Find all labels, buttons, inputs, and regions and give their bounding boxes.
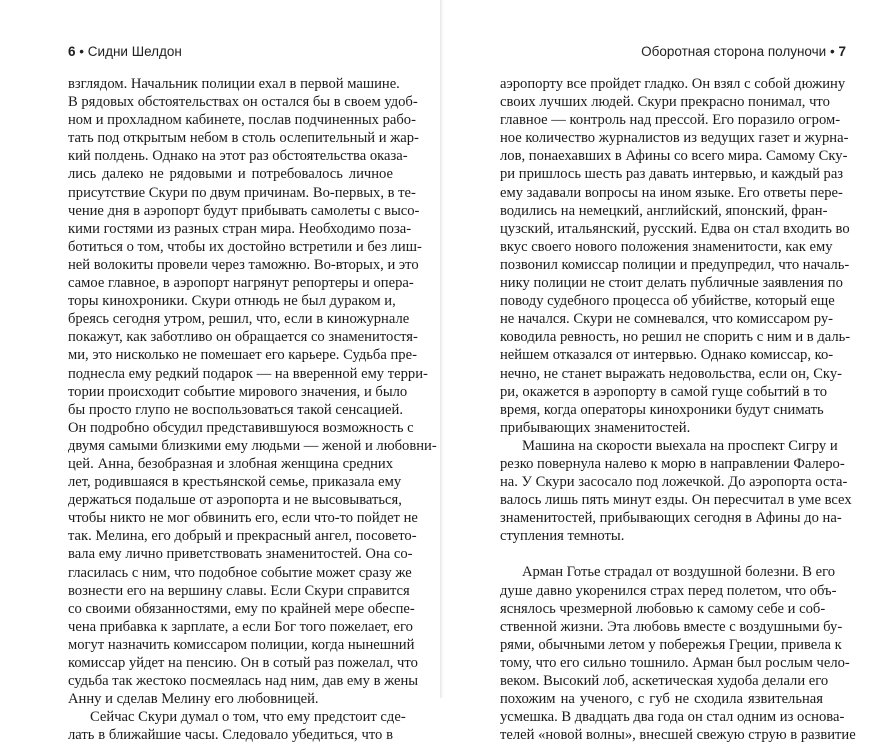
left-page-body [68,75,437,744]
text-line: могут назначить комиссаром полиции, когда нынешний [68,636,415,653]
text-line: гласилась с ним, что подобное событие может сразу же [68,564,412,581]
left-page-header [68,44,182,59]
text-line: позвонил комиссар полиции и предупредил, что началь- [500,256,850,273]
text-line: тории происходит событие мирового значения, и было [68,383,408,400]
text-line: двумя самыми близкими ему людьми — женой и любовни- [68,437,437,454]
text-line: лать в ближайшие часы. Следовало убедиться, что в [68,727,393,744]
text-line: тать под открытым небом в столь ослепительный и жар- [68,130,419,147]
left-header-separator: • [79,44,85,59]
right-header-separator: • [829,44,835,59]
right-page [444,0,886,744]
text-line: усмешка. В двадцать два года он стал одним из основа- [500,709,845,726]
text-line: бы просто глупо не воспользоваться такой сенсацией. [68,401,403,418]
text-line: Он подробно обсудил представившуюся возможность с [68,419,414,436]
text-line: аэропорту все пройдет гладко. Он взял с собой дюжину [500,76,846,92]
text-line: яснялось чрезмерной любовью к самому себе и соб- [500,600,826,617]
text-line: поднесла ему редкий подарок — на вверенной ему терри- [68,365,428,382]
text-line: чение дня в аэропорт будут прибывать самолеты с высо- [68,202,420,219]
text-line: ступления темноты. [500,528,625,545]
text-line: присутствие Скури по двум причинам. Во-первых, в те- [68,184,416,201]
text-line: со своими обязанностями, ему по крайней мере обеспе- [68,600,415,617]
text-line: ботиться о том, чтобы их достойно встретили и без лиш- [68,238,422,255]
text-line: тому, что его сильно тошнило. Арман был рослым чело- [500,654,850,671]
text-line: ное количество журналистов из ведущих газет и журна- [500,130,849,147]
text-line: цузский, итальянский, русский. Едва он стал входить во [500,220,850,237]
text-line: кий полдень. Однако на этот раз обстоятельства оказа- [68,148,408,165]
left-header-author: Сидни Шелдон [87,44,182,59]
text-line: Анну и сделав Мелину его любовницей. [68,691,319,708]
text-line: лов, понаехавших в Афины со всего мира. Самому Ску- [500,148,848,165]
section-break [500,545,823,563]
text-line: резко повернула налево к морю в направлении Фалеро- [500,455,845,472]
text-line: комиссар уйдет на пенсию. Он в сотый раз пожелал, что [68,655,418,671]
text-line: вкус своего нового положения знаменитости, как ему [500,238,833,255]
text-line: ри пришлось шесть раз давать интервью, и каждый раз [500,166,844,183]
right-page-body [500,75,856,744]
text-line: нейшем отказался от интервью. Однако комиссар, ко- [500,347,834,364]
text-line: ней волокиты провели через таможню. Во-вторых, и это [68,256,419,273]
text-line: ри, окажется в аэропорту в самой гуще событий в то [500,383,828,400]
text-line: цей. Анна, безобразная и злобная женщина средних [68,455,393,472]
text-line: веком. Высокий лоб, аскетическая худоба делали его [500,673,829,689]
text-line: Сейчас Скури думал о том, что ему предстоит сде- [90,709,406,726]
text-line: нечно, не станет выражать недовольства, если он, Ску- [500,365,842,382]
text-line: ственной жизни. Эта любовь вместе с воздушными бу- [500,618,843,635]
text-line: на. У Скури засосало под ложечкой. До аэропорта оста- [500,474,848,491]
text-line: так. Мелина, его добрый и прекрасный ангел, посовето- [68,528,417,545]
text-line: ми, это нисколько не помешает его карьере. Судьба пре- [68,347,417,364]
text-line: душе давно укоренился страх перед полетом, что объ- [500,582,837,599]
text-line: своих лучших людей. Скури прекрасно понимал, что [500,94,830,111]
text-line: время, когда операторы кинохроники будут снимать [500,401,824,418]
text-line: ном и прохладном кабинете, послав подчиненных рабо- [68,112,416,129]
left-page-number: 6 [68,44,76,59]
right-page-number: 7 [838,44,846,59]
text-line: В рядовых обстоятельствах он остался бы в своем удоб- [68,94,418,111]
right-page-header [641,44,846,59]
text-line: рями, обычными летом у побережья Греции, привела к [500,636,842,653]
text-line: ководила ревность, но решил не спорить с ним и в даль- [500,329,851,346]
text-line: ему задавали вопросы на ином языке. Его ответы пере- [500,184,843,201]
text-line: лет, родившаяся в крестьянской семье, приказала ему [68,474,402,491]
text-line: судьба так жестоко посмеялась над ним, дав ему в жены [68,673,419,690]
left-page [0,0,440,744]
text-line: торы кинохроники. Скури отнюдь не был дураком и, [68,293,396,310]
text-line: вала ему лично приветствовать знаменитостей. Она со- [68,546,413,563]
text-line: знаменитостей, прибывающих сегодня в Афины до на- [500,510,842,527]
text-line: покажут, как заботливо он обращается со знаменитостя- [68,329,418,346]
text-line: главное — контроль над прессой. Его поразило огром- [500,112,841,129]
text-line: бреясь сегодня утром, решил, что, если в киножурнале [68,311,410,328]
text-line: кими гостями из разных стран мира. Необходимо поза- [68,220,412,237]
text-line: Машина на скорости выехала на проспект Сигру и [522,437,838,454]
text-line: не начался. Скури не сомневался, что комиссаром ру- [500,311,834,328]
text-line: взглядом. Начальник полиции ехал в первой машине. [68,76,400,92]
text-line: водились на немецкий, английский, японский, фран- [500,202,828,219]
text-line: держаться подальше от аэропорта и не высовываться, [68,492,402,509]
text-line: телей «новой волны», внесшей свежую струю в развитие [500,727,856,744]
text-line: валось лишь пять минут езды. Он пересчитал в уме всех [500,492,852,509]
text-line: нику полиции не стоит делать публичные заявления по [500,275,843,292]
text-line: самое главное, в аэропорт нагрянут репортеры и опера- [68,275,414,292]
text-line: лись далеко не рядовыми и потребовалось личное [68,166,393,183]
text-line: поводу судебного процесса об убийстве, который еще [500,293,835,310]
text-line: вознести его на вершину славы. Если Скури справится [68,582,410,599]
right-header-title: Оборотная сторона полуночи [641,44,827,59]
text-line: чена прибавка к зарплате, а если Бог того пожелает, его [68,618,413,635]
text-line: прибывающих знаменитостей. [500,419,691,436]
text-line: похожим на ученого, с губ не сходила язвительная [500,691,823,708]
text-line: чтобы никто не мог обвинить его, если что-то пойдет не [68,510,418,527]
text-line: Арман Готье страдал от воздушной болезни. В его [522,564,836,581]
